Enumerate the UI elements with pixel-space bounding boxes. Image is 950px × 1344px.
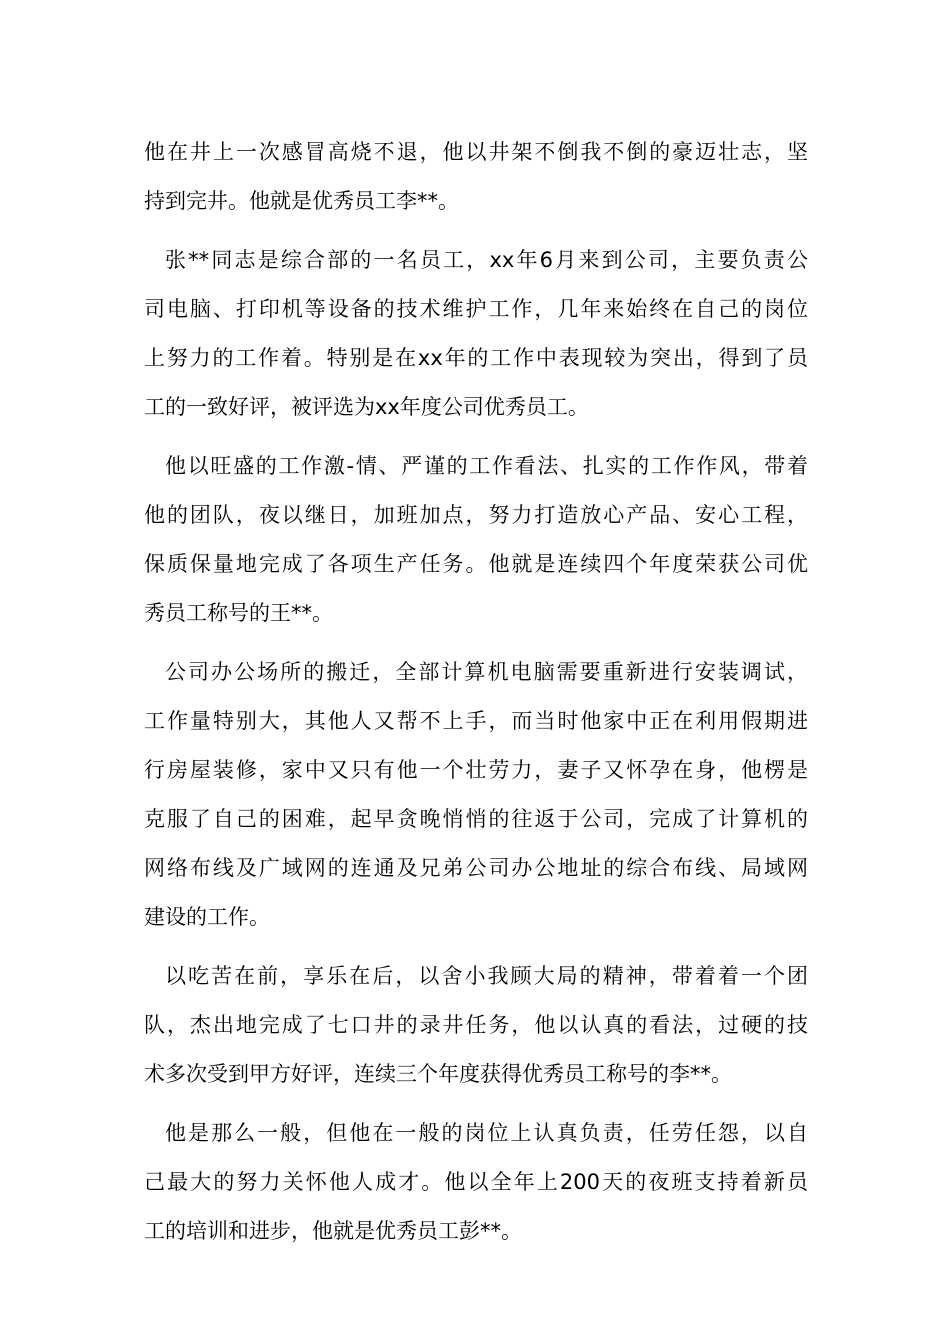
paragraph-spacing bbox=[144, 1099, 808, 1109]
text-line: 他在井上一次感冒高烧不退，他以井架不倒我不倒的豪迈壮志，坚 bbox=[144, 140, 808, 164]
text-line: 秀员工称号的王**。 bbox=[144, 601, 333, 625]
paragraph bbox=[144, 952, 808, 1099]
text-line: 保质保量地完成了各项生产任务。他就是连续四个年度荣获公司优 bbox=[144, 552, 808, 576]
text-line: 公司办公场所的搬迁，全部计算机电脑需要重新进行安装调试， bbox=[165, 660, 808, 684]
paragraph-spacing bbox=[144, 432, 808, 442]
paragraph bbox=[144, 442, 808, 638]
text-line: 他是那么一般，但他在一般的岗位上认真负责，任劳任怨，以自 bbox=[165, 1121, 808, 1145]
text-line: 网络布线及广域网的连通及兄弟公司办公地址的综合布线、局域网 bbox=[144, 856, 808, 880]
text-line: 己最大的努力关怀他人成才。他以全年上200天的夜班支持着新员 bbox=[144, 1170, 808, 1194]
text-line: 他以旺盛的工作激-情、严谨的工作看法、扎实的工作作风，带着 bbox=[165, 454, 808, 478]
text-line: 司电脑、打印机等设备的技术维护工作，几年来始终在自己的岗位 bbox=[144, 297, 808, 321]
document-body bbox=[144, 128, 808, 1256]
paragraph bbox=[144, 1109, 808, 1256]
paragraph bbox=[144, 648, 808, 942]
text-line: 上努力的工作着。特别是在xx年的工作中表现较为突出，得到了员 bbox=[144, 346, 808, 370]
paragraph-spacing bbox=[144, 226, 808, 236]
paragraph-spacing bbox=[144, 638, 808, 648]
text-line: 工的培训和进步，他就是优秀员工彭**。 bbox=[144, 1219, 522, 1243]
paragraph bbox=[144, 128, 808, 226]
text-line: 行房屋装修，家中又只有他一个壮劳力，妻子又怀孕在身，他楞是 bbox=[144, 758, 808, 782]
paragraph-spacing bbox=[144, 942, 808, 952]
text-line: 克服了自己的困难，起早贪晚悄悄的往返于公司，完成了计算机的 bbox=[144, 807, 808, 831]
text-line: 建设的工作。 bbox=[144, 905, 270, 929]
text-line: 队，杰出地完成了七口井的录井任务，他以认真的看法，过硬的技 bbox=[144, 1013, 808, 1037]
text-line: 以吃苦在前，享乐在后，以舍小我顾大局的精神，带着着一个团 bbox=[165, 964, 808, 988]
text-line: 张**同志是综合部的一名员工，xx年6月来到公司，主要负责公 bbox=[165, 248, 808, 272]
paragraph bbox=[144, 236, 808, 432]
text-line: 他的团队，夜以继日，加班加点，努力打造放心产品、安心工程， bbox=[144, 503, 808, 527]
text-line: 工作量特别大，其他人又帮不上手，而当时他家中正在利用假期进 bbox=[144, 709, 808, 733]
text-line: 术多次受到甲方好评，连续三个年度获得优秀员工称号的李**。 bbox=[144, 1062, 732, 1086]
text-line: 工的一致好评，被评选为xx年度公司优秀员工。 bbox=[144, 395, 589, 419]
text-line: 持到完井。他就是优秀员工李**。 bbox=[144, 189, 459, 213]
